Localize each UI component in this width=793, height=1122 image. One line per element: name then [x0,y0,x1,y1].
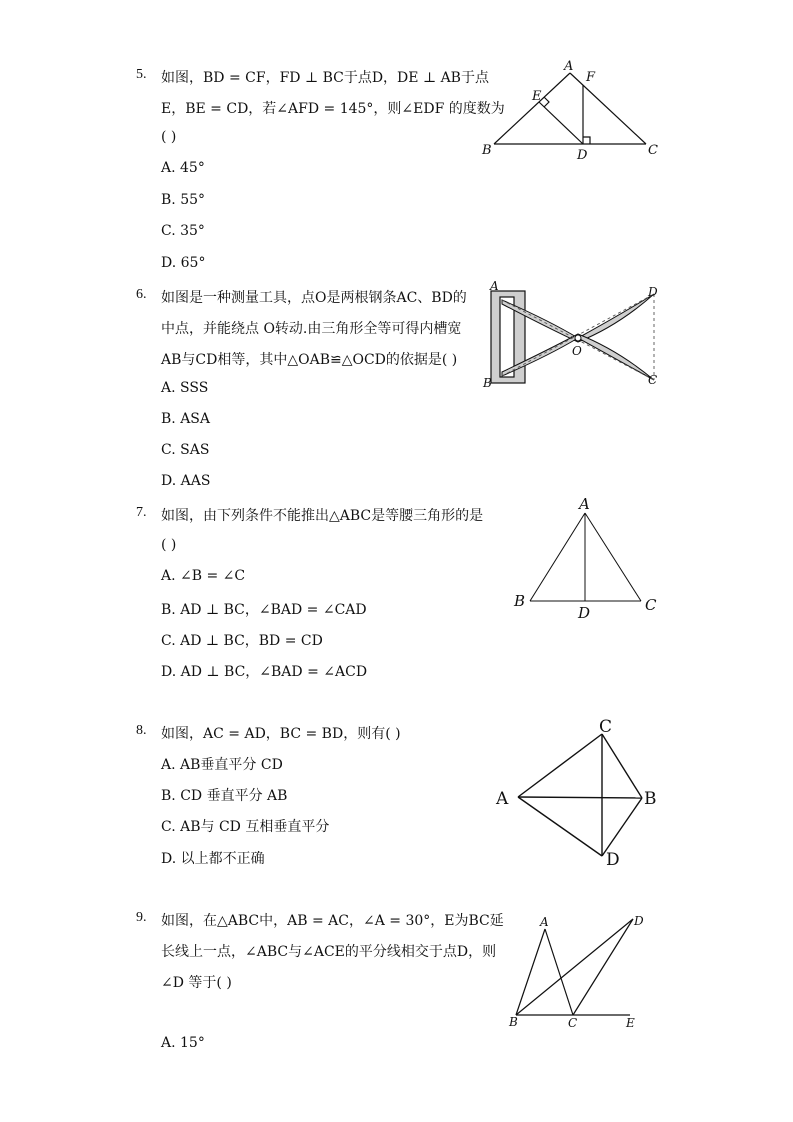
label-c: C [648,373,658,387]
right-angle-mark-e [544,97,549,107]
label-d: D [578,604,591,622]
segment-bd [516,919,633,1015]
option-c[interactable]: C. SAS [161,442,210,458]
stem-line: 如图是一种测量工具，点O是两根钢条AC、BD的 [161,290,467,306]
label-b: B [644,789,657,809]
segment-ab [530,513,585,601]
label-c: C [599,717,613,737]
label-a: A [490,280,499,293]
label-o: O [572,344,582,358]
figure-q5 [478,55,668,165]
stem-line: ( ) [161,129,177,145]
option-a[interactable]: A. AB垂直平分 CD [161,757,283,773]
figure-q9 [500,905,660,1035]
segment-ac [585,513,641,601]
figure-q7 [508,495,668,625]
question-number: 9. [136,910,147,925]
stem-line: 如图，AC = AD，BC = BD，则有( ) [161,726,401,742]
segment-bd [602,798,642,856]
stem-line: 如图，在△ABC中，AB = AC，∠A = 30°，E为BC延 [161,913,504,929]
option-c[interactable]: C. 35° [161,223,205,239]
segment-cd [573,919,633,1015]
stem-line: AB与CD相等，其中△OAB≌△OCD的依据是( ) [161,352,458,368]
option-b[interactable]: B. 55° [161,192,206,208]
label-c: C [645,596,657,614]
label-d: D [606,850,620,870]
segment-da [518,797,602,856]
label-a: A [540,915,549,929]
label-b: B [483,376,492,390]
label-d: D [577,148,588,163]
question-number: 5. [136,67,147,82]
stem-line: E，BE = CD，若∠AFD = 145°，则∠EDF 的度数为 [161,101,505,117]
stem-line: 长线上一点，∠ABC与∠ACE的平分线相交于点D，则 [161,944,497,960]
option-d[interactable]: D. 65° [161,255,206,271]
segment-de [539,102,583,144]
option-b[interactable]: B. ASA [161,411,210,427]
option-a[interactable]: A. ∠B = ∠C [161,568,246,584]
label-f: F [586,70,596,85]
option-d[interactable]: D. AD ⊥ BC，∠BAD = ∠ACD [161,664,368,680]
option-a[interactable]: A. 45° [161,160,205,176]
label-b: B [509,1015,518,1029]
option-b[interactable]: B. CD 垂直平分 AB [161,788,288,804]
stem-line: 如图，BD = CF，FD ⊥ BC于点D，DE ⊥ AB于点 [161,70,489,86]
right-angle-mark-d [583,137,590,144]
stem-line: 如图，由下列条件不能推出△ABC是等腰三角形的是 [161,508,484,524]
option-b[interactable]: B. AD ⊥ BC，∠BAD = ∠CAD [161,602,367,618]
label-d: D [634,914,644,928]
option-a[interactable]: A. SSS [161,380,209,396]
figure-q6 [478,280,673,392]
segment-cb [602,734,642,798]
stem-line: ∠D 等于( ) [161,975,232,991]
pivot-o [575,335,581,341]
label-e: E [626,1016,635,1030]
segment-ab [518,797,642,798]
option-d[interactable]: D. AAS [161,473,211,489]
segment-ac [518,734,602,797]
segment-ac [570,73,646,144]
label-b: B [514,592,526,610]
stem-line: ( ) [161,537,177,553]
option-d[interactable]: D. 以上都不正确 [161,851,265,867]
label-b: B [482,143,492,158]
segment-ab [494,73,570,144]
label-a: A [579,495,590,513]
question-number: 7. [136,505,147,520]
question-number: 6. [136,287,147,302]
label-a: A [564,59,574,74]
label-e: E [532,89,542,104]
segment-ab [516,929,545,1015]
label-c: C [648,143,658,158]
option-c[interactable]: C. AD ⊥ BC，BD = CD [161,633,323,649]
label-d: D [648,285,658,299]
option-a[interactable]: A. 15° [161,1035,205,1051]
label-c: C [568,1016,578,1030]
label-a: A [496,789,509,809]
question-number: 8. [136,723,147,738]
option-c[interactable]: C. AB与 CD 互相垂直平分 [161,819,330,835]
stem-line: 中点，并能绕点 O转动.由三角形全等可得内槽宽 [161,321,462,337]
figure-q8 [492,712,672,872]
